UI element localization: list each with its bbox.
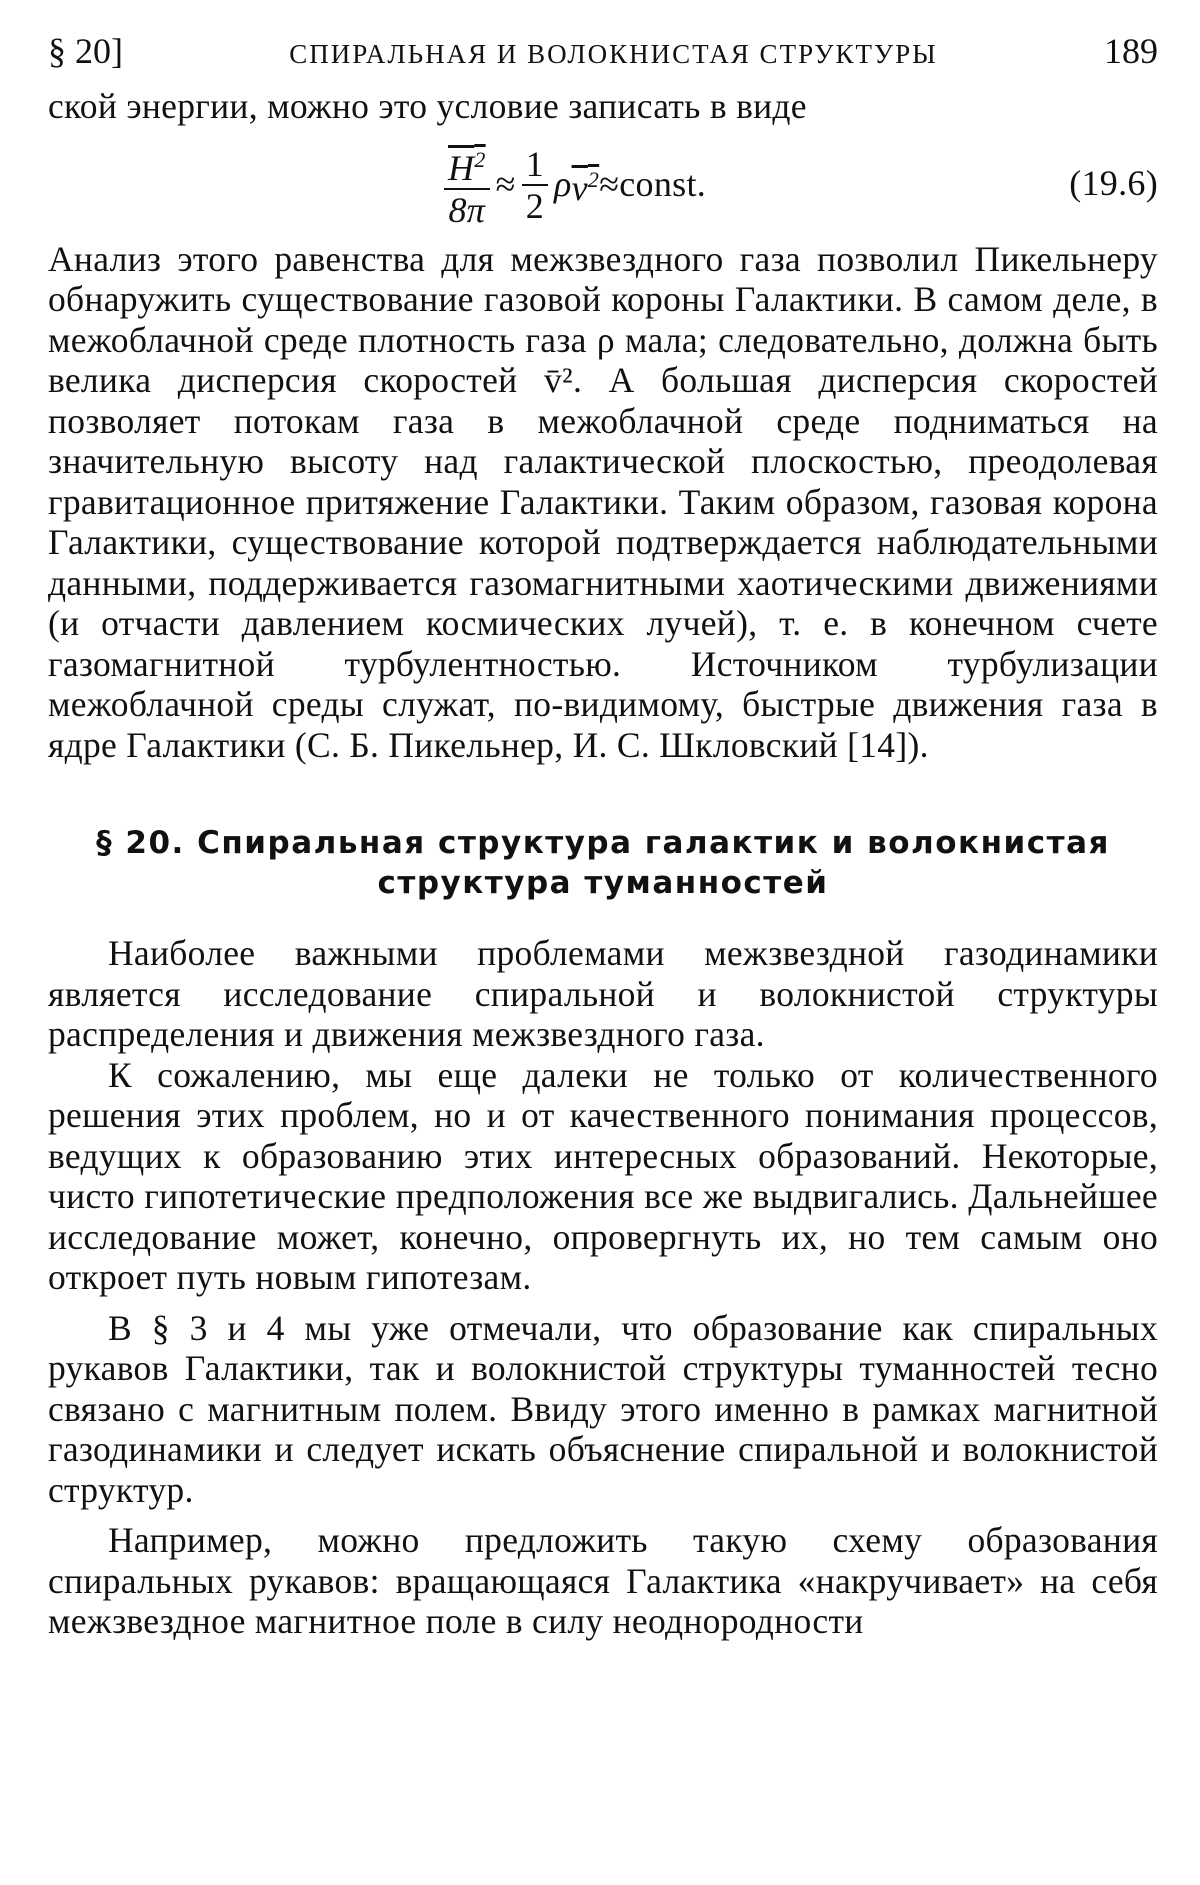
fraction-h2-over-8pi (444, 140, 490, 230)
paragraph-gap (48, 1510, 1158, 1520)
section-heading-line-2: структура туманностей (377, 865, 829, 901)
v-symbol: v (571, 168, 588, 209)
paragraph-pikelner-analysis: Анализ этого равенства для межзвездного газа позволил Пикельнеру обнаружить существование газовой короны Галактики. В самом деле, в межоблачной среде плотность газа ρ мала; следовательно, должна быть велика дисперсия скоростей v̄². А большая дисперсия скоростей позволяет потокам газа в межоблачной среде подниматься на значительную высоту над галактической плоскостью, преодолевая гравитационное притяжение Галактики. Таким образом, газовая корона Галактики, существование которой подтверждается наблюдательными данными, поддерживается газомагнитными хаотическими движениями (и отчасти давлением космических лучей), т. е. в конечном счете газомагнитной турбулентностью. Источником турбулизации межоблачной среды служат, по-видимому, быстрые движения газа в ядре Галактики (С. Б. Пикельнер, И. С. Шкловский [14]). (48, 238, 1158, 765)
rho-symbol: ρ (554, 164, 572, 205)
fraction-one-half (522, 144, 548, 226)
half-numerator: 1 (522, 144, 548, 186)
half-denominator: 2 (525, 185, 544, 226)
intro-line: ской энергии, можно это условие записать в виде (48, 86, 807, 126)
equation-19-6 (48, 135, 1158, 235)
fraction-denominator: 8π (448, 189, 486, 230)
running-head (48, 30, 1158, 86)
book-page (48, 30, 1158, 1642)
approx-sign-2: ≈ (599, 164, 620, 205)
paragraph-unfortunately: К сожалению, мы еще далеки не только от количественного решения этих проблем, но и от качественного понимания процессов, ведущих к образованию этих интересных образований. Некоторые, чисто гипотетические предположения все же выдвигались. Дальнейшее исследование может, конечно, опровергнуть их, но тем самым оно откроет путь новым гипотезам. (48, 1054, 1158, 1297)
running-head-title: СПИРАЛЬНАЯ И ВОЛОКНИСТАЯ СТРУКТУРЫ (289, 39, 938, 69)
h-exponent: 2 (474, 146, 486, 172)
paragraph-magnetic-field: В § 3 и 4 мы уже отмечали, что образование как спиральных рукавов Галактики, так и волокнистой структуры туманностей тесно связано с магнитным полем. Ввиду этого именно в рамках магнитной газодинамики и следует искать объяснение спиральной и волокнистой структур. (48, 1307, 1158, 1510)
section-heading (48, 823, 1158, 903)
equation-number: (19.6) (1069, 162, 1158, 203)
h-symbol: H (448, 147, 475, 188)
approx-sign-1: ≈ (495, 164, 516, 205)
page-body (48, 86, 1158, 1642)
v-exponent: 2 (587, 167, 600, 193)
equation-formula (438, 135, 706, 235)
paragraph-gap (48, 1298, 1158, 1308)
const-term: const. (619, 164, 707, 205)
paragraph-problems: Наиболее важными проблемами межзвездной газодинамики является исследование спиральной и волокнистой структуры распределения и движения межзвездного газа. (48, 933, 1158, 1054)
section-heading-line-1: § 20. Спиральная структура галактик и волокнистая (96, 825, 1110, 861)
page-number: 189 (1103, 31, 1158, 71)
velocity-squared (572, 160, 600, 209)
running-head-section: § 20] (48, 31, 123, 71)
fraction-numerator (444, 140, 490, 190)
paragraph-spiral-scheme: Например, можно предложить такую схему образования спиральных рукавов: вращающаяся Галактика «накручивает» на себя межзвездное магнитное поле в силу неоднородности (48, 1520, 1158, 1641)
